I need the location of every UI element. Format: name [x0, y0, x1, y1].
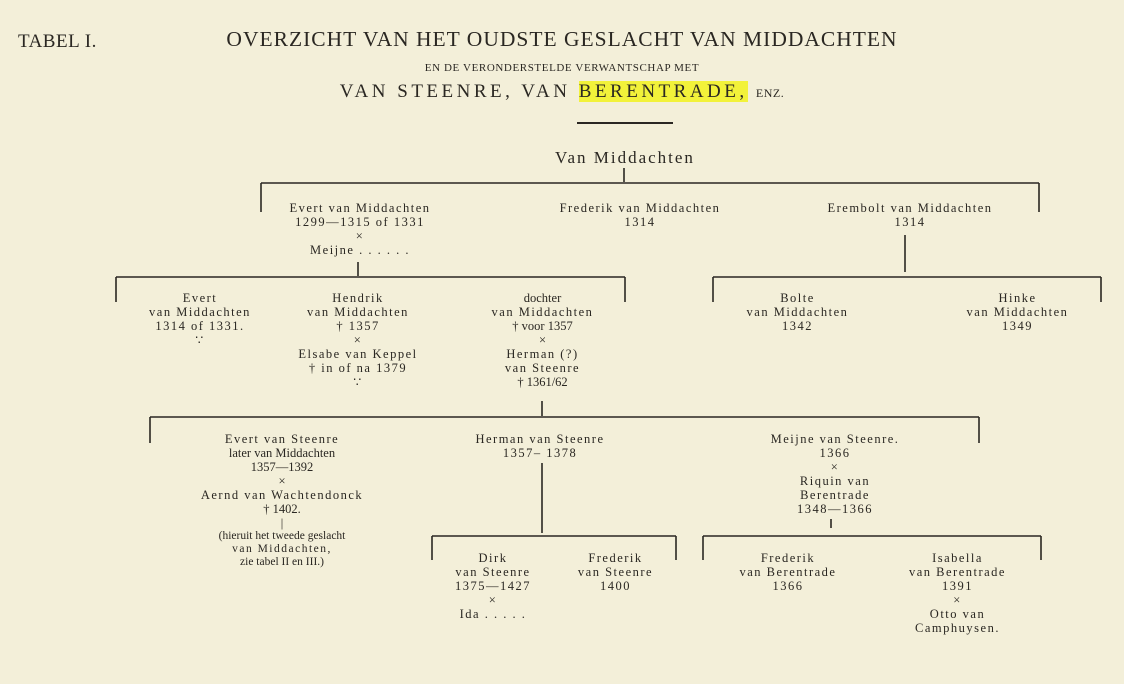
person-surname: van Middachten — [491, 305, 594, 319]
node-erembolt-gen1 — [795, 201, 1025, 229]
highlighted-text: BERENTRADE, — [578, 81, 748, 102]
person-dates: 1366 — [819, 446, 851, 460]
subtitle-text: VAN STEENRE, VAN — [339, 81, 579, 102]
marriage-symbol: × — [355, 229, 365, 243]
subtitle-enz: ENZ. — [755, 86, 785, 100]
spouse-name: Herman (?) — [506, 347, 579, 361]
person-surname: van Middachten — [149, 305, 251, 319]
person-surname: van Berentrade — [908, 565, 1006, 579]
node-meijne-steenre-gen3 — [730, 432, 940, 516]
subtitle-line-2 — [0, 81, 1124, 103]
person-dates: 1357—1392 — [250, 460, 314, 474]
node-hinke-gen2 — [940, 291, 1095, 333]
person-name: Herman van Steenre — [475, 432, 605, 446]
node-isabella-gen4 — [885, 551, 1030, 635]
spouse-dates: † in of na 1379 — [308, 361, 408, 375]
meijne-descent-mark — [826, 518, 836, 530]
person-surname: van Steenre — [577, 565, 654, 579]
page-title: OVERZICHT VAN HET OUDSTE GESLACHT VAN MIDDACHTEN — [226, 27, 898, 51]
spouse-dates: 1348—1366 — [797, 502, 873, 516]
spouse-name: Meijne . . . . . . — [310, 243, 410, 257]
person-dates: 1342 — [782, 319, 813, 333]
spouse-name: Ida . . . . . — [459, 607, 527, 621]
person-dates: 1400 — [600, 579, 631, 593]
spouse-name: Otto van — [929, 607, 986, 621]
marriage-symbol: × — [830, 460, 840, 474]
person-dates: 1299—1315 of 1331 — [295, 215, 425, 229]
person-dates: 1314 — [894, 215, 926, 229]
node-evert-steenre-gen3 — [162, 432, 402, 569]
person-dates: † 1357 — [336, 319, 380, 333]
marriage-symbol: × — [278, 474, 286, 488]
person-name: Frederik — [588, 551, 643, 565]
person-note: later van Middachten — [228, 446, 336, 460]
person-name: Meijne van Steenre. — [770, 432, 900, 446]
person-name: Isabella — [932, 551, 983, 565]
person-dates: 1314 of 1331. — [155, 319, 245, 333]
person-name: Frederik van Middachten — [559, 201, 721, 215]
person-name: Hinke — [998, 291, 1037, 305]
person-surname: van Berentrade — [739, 565, 837, 579]
person-dates: 1357– 1378 — [502, 446, 578, 460]
node-evert-gen1 — [250, 201, 470, 257]
person-name: Dirk — [478, 551, 508, 565]
footnote-line-2: van Middachten, — [232, 543, 332, 555]
person-name: Frederik — [760, 551, 816, 565]
footnote-line-3: zie tabel II en III.) — [240, 556, 324, 568]
person-surname: van Steenre — [455, 565, 531, 579]
person-dates: 1349 — [1002, 319, 1033, 333]
marriage-symbol: × — [538, 333, 547, 347]
node-hendrik-gen2 — [273, 291, 443, 389]
person-surname: van Middachten — [746, 305, 849, 319]
person-name: dochter — [523, 291, 562, 305]
person-dates: † voor 1357 — [512, 319, 573, 333]
spouse-surname: van Steenre — [504, 361, 581, 375]
spouse-dates: † 1361/62 — [517, 375, 568, 389]
person-name: Hendrik — [332, 291, 384, 305]
marriage-symbol: × — [353, 333, 363, 347]
person-surname: van Middachten — [966, 305, 1069, 319]
root-node: Van Middachten — [555, 148, 695, 167]
spouse-surname: Berentrade — [800, 488, 870, 502]
node-herman-steenre-gen3 — [445, 432, 635, 460]
spouse-name: Aernd van Wachtendonck — [200, 488, 364, 502]
spouse-name: Riquin van — [799, 474, 871, 488]
node-evert-gen2 — [130, 291, 270, 347]
node-frederik-gen1 — [520, 201, 760, 229]
person-name: Evert — [182, 291, 218, 305]
node-dirk-gen4 — [438, 551, 548, 621]
descent-symbol: ∵ — [195, 333, 205, 347]
footnote-line-1: (hieruit het tweede geslacht — [218, 530, 346, 542]
person-dates: 1314 — [624, 215, 656, 229]
person-dates: 1366 — [772, 579, 804, 593]
person-dates: 1391 — [942, 579, 973, 593]
table-label: TABEL I. — [18, 31, 97, 52]
descent-mark: | — [280, 516, 284, 530]
marriage-symbol: × — [488, 593, 498, 607]
person-name: Evert van Middachten — [289, 201, 431, 215]
spouse-name: Elsabe van Keppel — [298, 347, 418, 361]
person-dates: 1375—1427 — [455, 579, 531, 593]
person-name: Bolte — [780, 291, 815, 305]
person-surname: van Middachten — [307, 305, 409, 319]
spouse-surname: Camphuysen. — [915, 621, 1000, 635]
node-frederik-steenre-gen4 — [558, 551, 673, 593]
spouse-dates: † 1402. — [263, 502, 301, 516]
descent-symbol: ∵ — [353, 375, 363, 389]
node-frederik-berentrade-gen4 — [718, 551, 858, 593]
marriage-symbol: × — [953, 593, 962, 607]
node-bolte-gen2 — [720, 291, 875, 333]
subtitle-line-1: EN DE VERONDERSTELDE VERWANTSCHAP MET — [424, 62, 700, 74]
node-dochter-gen2 — [465, 291, 620, 389]
person-name: Erembolt van Middachten — [827, 201, 993, 215]
person-name: Evert van Steenre — [224, 432, 340, 446]
